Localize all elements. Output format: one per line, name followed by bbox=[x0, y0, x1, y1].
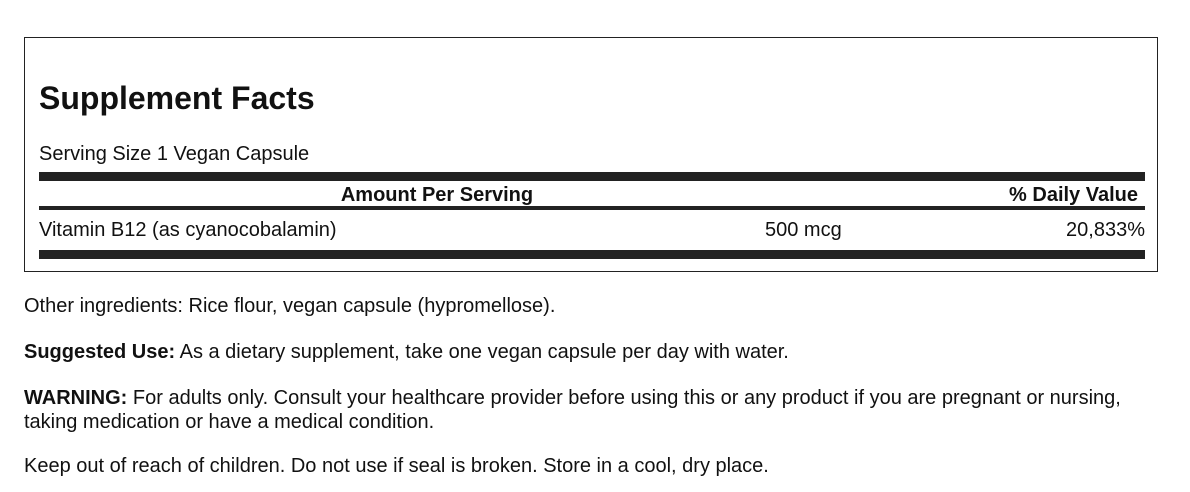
daily-value-header: % Daily Value bbox=[1009, 184, 1138, 206]
thick-divider-bottom bbox=[39, 250, 1145, 259]
suggested-use-label: Suggested Use: bbox=[24, 341, 176, 363]
suggested-use bbox=[24, 340, 1164, 364]
facts-header-row bbox=[39, 182, 1145, 208]
thick-divider-top bbox=[39, 172, 1145, 181]
nutrient-name: Vitamin B12 (as cyanocobalamin) bbox=[39, 219, 337, 241]
serving-size: Serving Size 1 Vegan Capsule bbox=[39, 143, 310, 165]
storage-instructions: Keep out of reach of children. Do not use if seal is broken. Store in a cool, dry place. bbox=[24, 455, 769, 477]
nutrient-amount: 500 mcg bbox=[765, 219, 842, 241]
warning-label: WARNING: bbox=[24, 387, 128, 409]
supplement-facts-panel bbox=[24, 37, 1158, 272]
warning bbox=[24, 386, 1164, 434]
warning-text: For adults only. Consult your healthcare provider before using this or any product if you are pregnant or nursing, taking medication or have a medical condition. bbox=[24, 387, 1121, 433]
amount-per-serving-header: Amount Per Serving bbox=[340, 184, 534, 206]
thin-divider bbox=[39, 206, 1145, 210]
suggested-use-text: As a dietary supplement, take one vegan capsule per day with water. bbox=[175, 341, 789, 363]
nutrient-row bbox=[39, 216, 1145, 244]
nutrient-daily-value: 20,833% bbox=[1066, 219, 1145, 241]
other-ingredients: Other ingredients: Rice flour, vegan capsule (hypromellose). bbox=[24, 295, 556, 317]
facts-title: Supplement Facts bbox=[39, 80, 315, 116]
